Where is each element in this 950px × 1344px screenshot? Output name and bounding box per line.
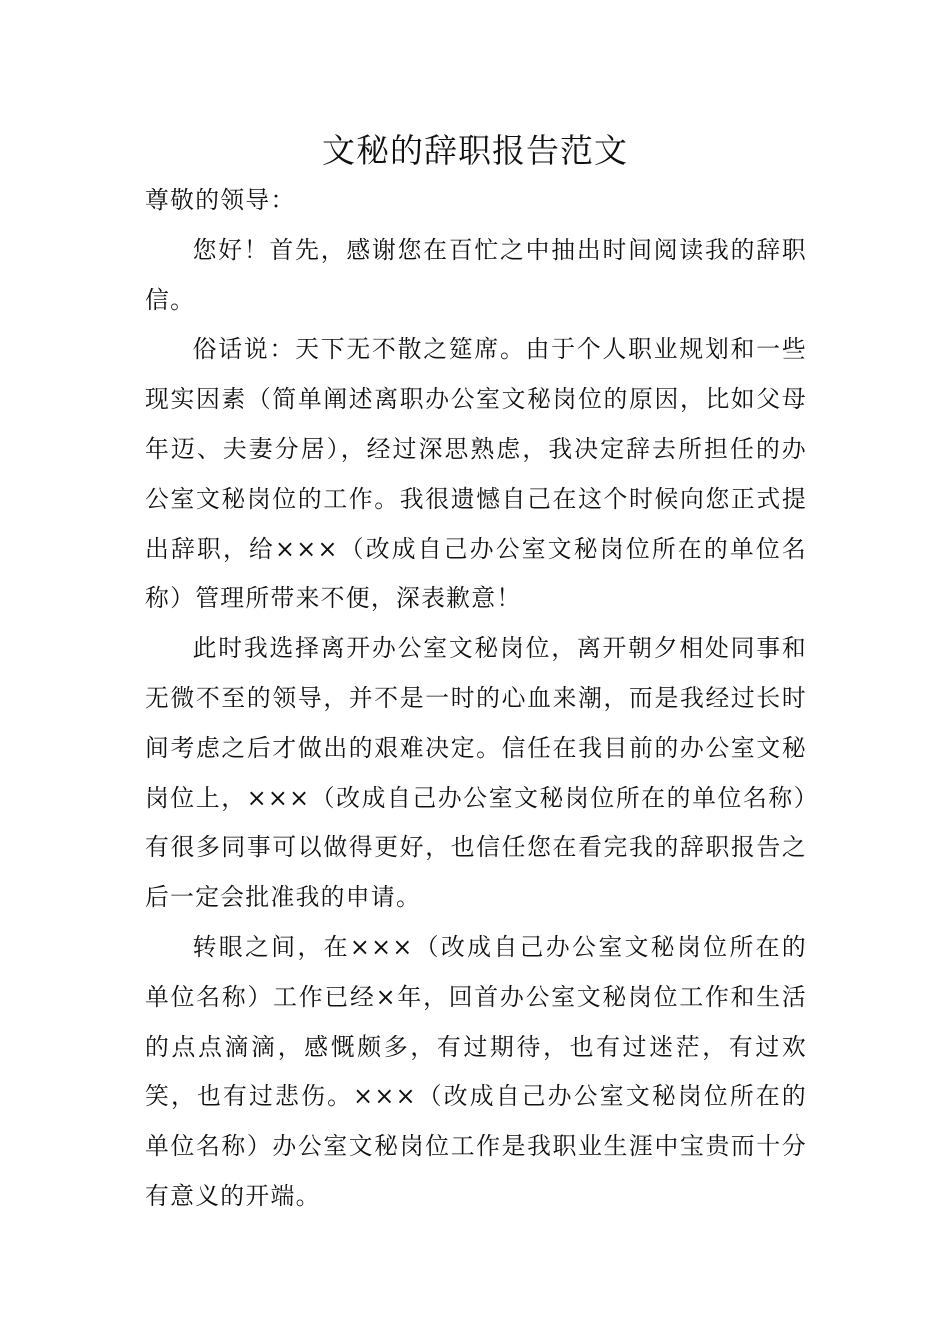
paragraph-reflection: 转眼之间，在×××（改成自己办公室文秘岗位所在的单位名称）工作已经×年，回首办公室文秘岗位工作和生活的点点滴滴，感慨颇多，有过期待，也有过迷茫，有过欢笑，也有过悲伤。×××（改成自己办公室文秘岗位所在的单位名称）办公室文秘岗位工作是我职业生涯中宝贵而十分有意义的开端。 [145,932,807,1210]
paragraph-greeting: 您好！首先，感谢您在百忙之中抽出时间阅读我的辞职信。 [145,235,807,314]
document-title: 文秘的辞职报告范文 [322,131,628,170]
salutation: 尊敬的领导： [145,186,296,214]
paragraph-reason: 俗话说：天下无不散之筵席。由于个人职业规划和一些现实因素（简单阐述离职办公室文秘岗位的原因，比如父母年迈、夫妻分居），经过深思熟虑，我决定辞去所担任的办公室文秘岗位的工作。我很遗憾自己在这个时候向您正式提出辞职，给×××（改成自己办公室文秘岗位所在的单位名称）管理所带来不便，深表歉意！ [145,335,807,613]
paragraph-decision: 此时我选择离开办公室文秘岗位，离开朝夕相处同事和无微不至的领导，并不是一时的心血来潮，而是我经过长时间考虑之后才做出的艰难决定。信任在我目前的办公室文秘岗位上，×××（改成自己办公室文秘岗位所在的单位名称）有很多同事可以做得更好，也信任您在看完我的辞职报告之后一定会批准我的申请。 [145,634,807,912]
document-body [145,176,807,1222]
